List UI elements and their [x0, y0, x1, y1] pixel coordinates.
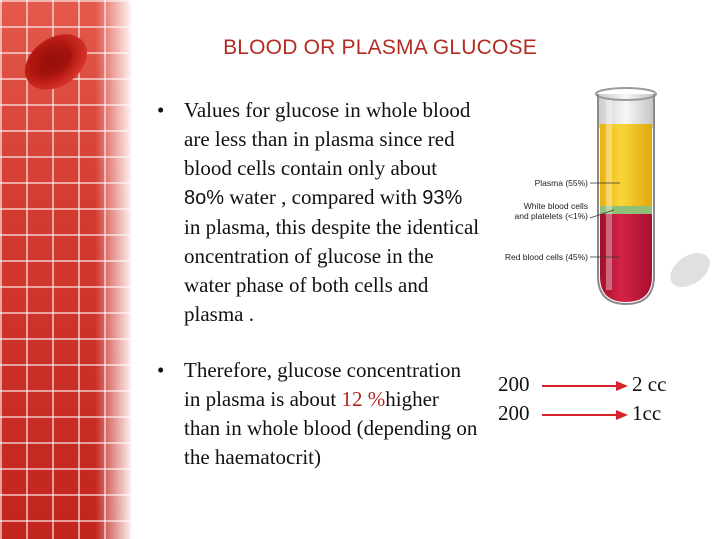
decorative-side-panel — [0, 0, 132, 539]
ratio-1-left: 200 — [498, 372, 530, 396]
bullet-item-2 — [150, 356, 480, 472]
bullet-list — [150, 96, 480, 472]
bullet1-value-water-cells: 8o% — [184, 187, 225, 209]
bullet-dot-icon: • — [157, 98, 165, 122]
ratio-2-left: 200 — [498, 401, 530, 425]
blood-tube-diagram — [486, 84, 720, 314]
wbc-label-line1: White blood cells — [523, 201, 588, 211]
bullet1-text-a: Values for glucose in whole blood are less than in plasma since red blood cells contain only about — [184, 98, 471, 180]
bullet2-text-a: Therefore, glucose concentration in plasma is about — [184, 358, 461, 411]
ratio-row-2 — [498, 401, 698, 430]
right-arrow-icon — [542, 380, 628, 392]
wbc-label — [486, 201, 588, 221]
ratio-block — [498, 372, 698, 430]
ratio-1-right: 2 cc — [632, 372, 667, 396]
bullet1-text-b: water , compared with — [224, 185, 423, 209]
slide-title: BLOOD OR PLASMA GLUCOSE — [223, 36, 537, 59]
panel-fade — [95, 0, 132, 539]
ratio-2-right: 1cc — [632, 401, 662, 425]
bullet-dot-icon: • — [157, 358, 165, 382]
right-arrow-icon — [542, 409, 628, 421]
bullet1-text-c: in plasma, this despite the identical oncentration of glucose in the water phase of both cells and plasma . — [184, 215, 480, 326]
bullet2-value-percent: 12 % — [341, 387, 386, 411]
wbc-label-line2: and platelets (<1%) — [514, 211, 588, 221]
rbc-label: Red blood cells (45%) — [504, 252, 588, 262]
bullet1-value-water-plasma: 93% — [422, 187, 463, 209]
test-tube-illustration — [486, 84, 720, 314]
bullet-item-1 — [150, 96, 480, 329]
plasma-label: Plasma (55%) — [534, 178, 588, 188]
ratio-row-1 — [498, 372, 698, 401]
bullet2-text-b: higher than in whole blood (depending on the haematocrit) — [184, 387, 478, 469]
